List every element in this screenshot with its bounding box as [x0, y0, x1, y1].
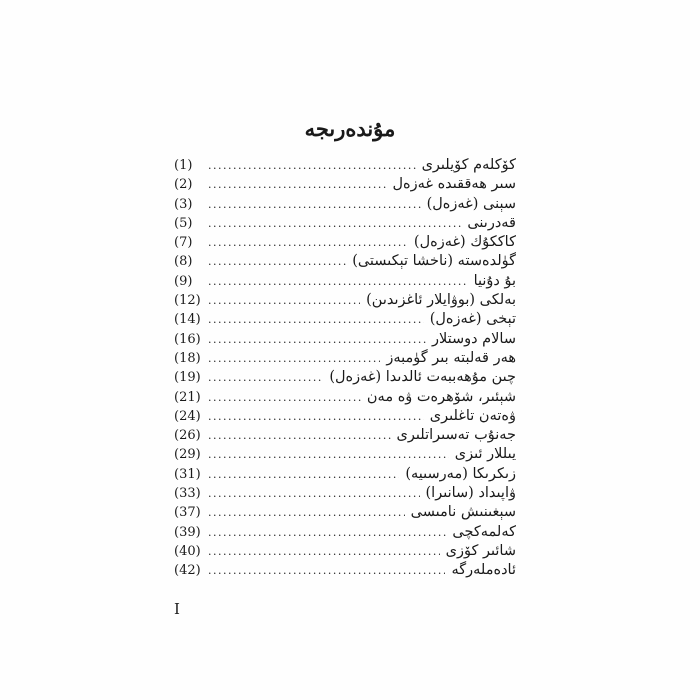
dot-leader — [208, 503, 405, 522]
toc-entry-title: شائىر كۆزى — [445, 542, 516, 559]
toc-entry — [174, 407, 516, 426]
toc-entry-title: تېخى (غەزەل) — [429, 311, 516, 328]
toc-heading: مۇندەرىجە — [304, 116, 396, 141]
toc-entry-page-number: (19) — [174, 370, 201, 386]
toc-entry-page-number: (42) — [174, 563, 201, 579]
toc-entry-page-number: (31) — [174, 466, 201, 482]
dot-leader — [208, 465, 399, 484]
toc-entry-title: چىن مۇھەببەت ئالدىدا (غەزەل) — [329, 369, 516, 386]
toc-entry — [174, 291, 516, 310]
toc-entry — [174, 175, 516, 194]
toc-entry-page-number: (26) — [174, 428, 201, 444]
dot-leader — [208, 214, 461, 233]
toc-entry-title: قەدرىنى — [467, 214, 516, 231]
toc-entry-page-number: (8) — [174, 254, 193, 270]
toc-entry — [174, 465, 516, 484]
dot-leader — [208, 368, 323, 387]
toc-entry-page-number: (12) — [174, 293, 201, 309]
toc-entry-title: ئادەملەرگە — [451, 562, 516, 579]
toc-entry-title: سېنى (غەزەل) — [426, 195, 516, 212]
toc-entry — [174, 426, 516, 445]
toc-entry-title: يىللار ئىزى — [454, 446, 516, 463]
toc-entry-page-number: (5) — [174, 215, 193, 231]
toc-entry-page-number: (14) — [174, 312, 201, 328]
dot-leader — [208, 523, 446, 542]
toc-entry-title: ۋاپىداد (سانىرا) — [425, 485, 516, 502]
toc-entry-title: ھەر قەلبتە بىر گۈمبەز — [386, 349, 516, 366]
dot-leader — [208, 252, 346, 271]
toc-entry — [174, 445, 516, 464]
toc-entry-title: سالام دوستلار — [431, 330, 516, 347]
toc-entry — [174, 330, 516, 349]
dot-leader — [208, 349, 380, 368]
dot-leader — [208, 310, 424, 329]
toc-entry — [174, 349, 516, 368]
toc-entry-page-number: (2) — [174, 177, 193, 193]
dot-leader — [208, 272, 468, 291]
toc-entry-title: كۆكلەم كۆيلىرى — [421, 157, 516, 173]
toc-entry-title: كەلمەكچى — [452, 523, 516, 540]
dot-leader — [208, 407, 424, 426]
toc-entry-title: سىر ھەققىدە غەزەل — [392, 176, 516, 193]
dot-leader — [208, 445, 449, 464]
toc-entry-title: بەلكى (بوۋايلار ئاغزىدىن) — [366, 292, 516, 309]
toc-entry — [174, 388, 516, 407]
toc-entry — [174, 368, 516, 387]
toc-entry — [174, 156, 516, 175]
toc-entry-title: بۇ دۇنيا — [473, 272, 516, 289]
table-of-contents — [174, 156, 516, 581]
dot-leader — [208, 388, 361, 407]
toc-entry — [174, 484, 516, 503]
toc-entry — [174, 561, 516, 580]
dot-leader — [208, 426, 391, 445]
toc-entry — [174, 252, 516, 271]
toc-entry — [174, 542, 516, 561]
dot-leader — [208, 561, 445, 580]
toc-entry-page-number: (16) — [174, 331, 201, 347]
toc-entry-title: سېغىنىش نامىسى — [410, 504, 516, 521]
toc-entry-page-number: (33) — [174, 486, 201, 502]
toc-entry — [174, 195, 516, 214]
toc-entry-page-number: (40) — [174, 543, 201, 559]
dot-leader — [208, 330, 426, 349]
dot-leader — [208, 291, 360, 310]
dot-leader — [208, 233, 408, 252]
dot-leader — [208, 156, 416, 175]
toc-entry — [174, 233, 516, 252]
toc-entry-page-number: (7) — [174, 235, 193, 251]
toc-entry — [174, 214, 516, 233]
toc-entry-title: شېئىر، شۆھرەت ۋە مەن — [366, 388, 516, 405]
toc-entry-page-number: (37) — [174, 505, 201, 521]
toc-entry-title: جەنۇب تەسىراتلىرى — [396, 427, 516, 444]
toc-entry — [174, 523, 516, 542]
toc-entry — [174, 272, 516, 291]
toc-entry-page-number: (39) — [174, 524, 201, 540]
toc-entry-page-number: (29) — [174, 447, 201, 463]
toc-entry — [174, 503, 516, 522]
toc-entry-title: كاككۇك (غەزەل) — [413, 234, 516, 251]
toc-entry-title: گۈلدەستە (ناخشا تېكىستى) — [352, 253, 516, 270]
dot-leader — [208, 195, 421, 214]
toc-entry-page-number: (1) — [174, 158, 193, 173]
toc-entry-title: زىكرىكا (مەرسىيە) — [405, 465, 516, 482]
toc-entry-page-number: (9) — [174, 273, 193, 289]
toc-entry — [174, 310, 516, 329]
dot-leader — [208, 484, 420, 503]
toc-entry-title: ۋەتەن تاغلىرى — [429, 407, 516, 424]
toc-entry-page-number: (3) — [174, 196, 193, 212]
page-folio: I — [174, 600, 180, 618]
toc-entry-page-number: (21) — [174, 389, 201, 405]
toc-entry-page-number: (24) — [174, 408, 201, 424]
dot-leader — [208, 542, 440, 561]
dot-leader — [208, 175, 386, 194]
toc-entry-page-number: (18) — [174, 350, 201, 366]
